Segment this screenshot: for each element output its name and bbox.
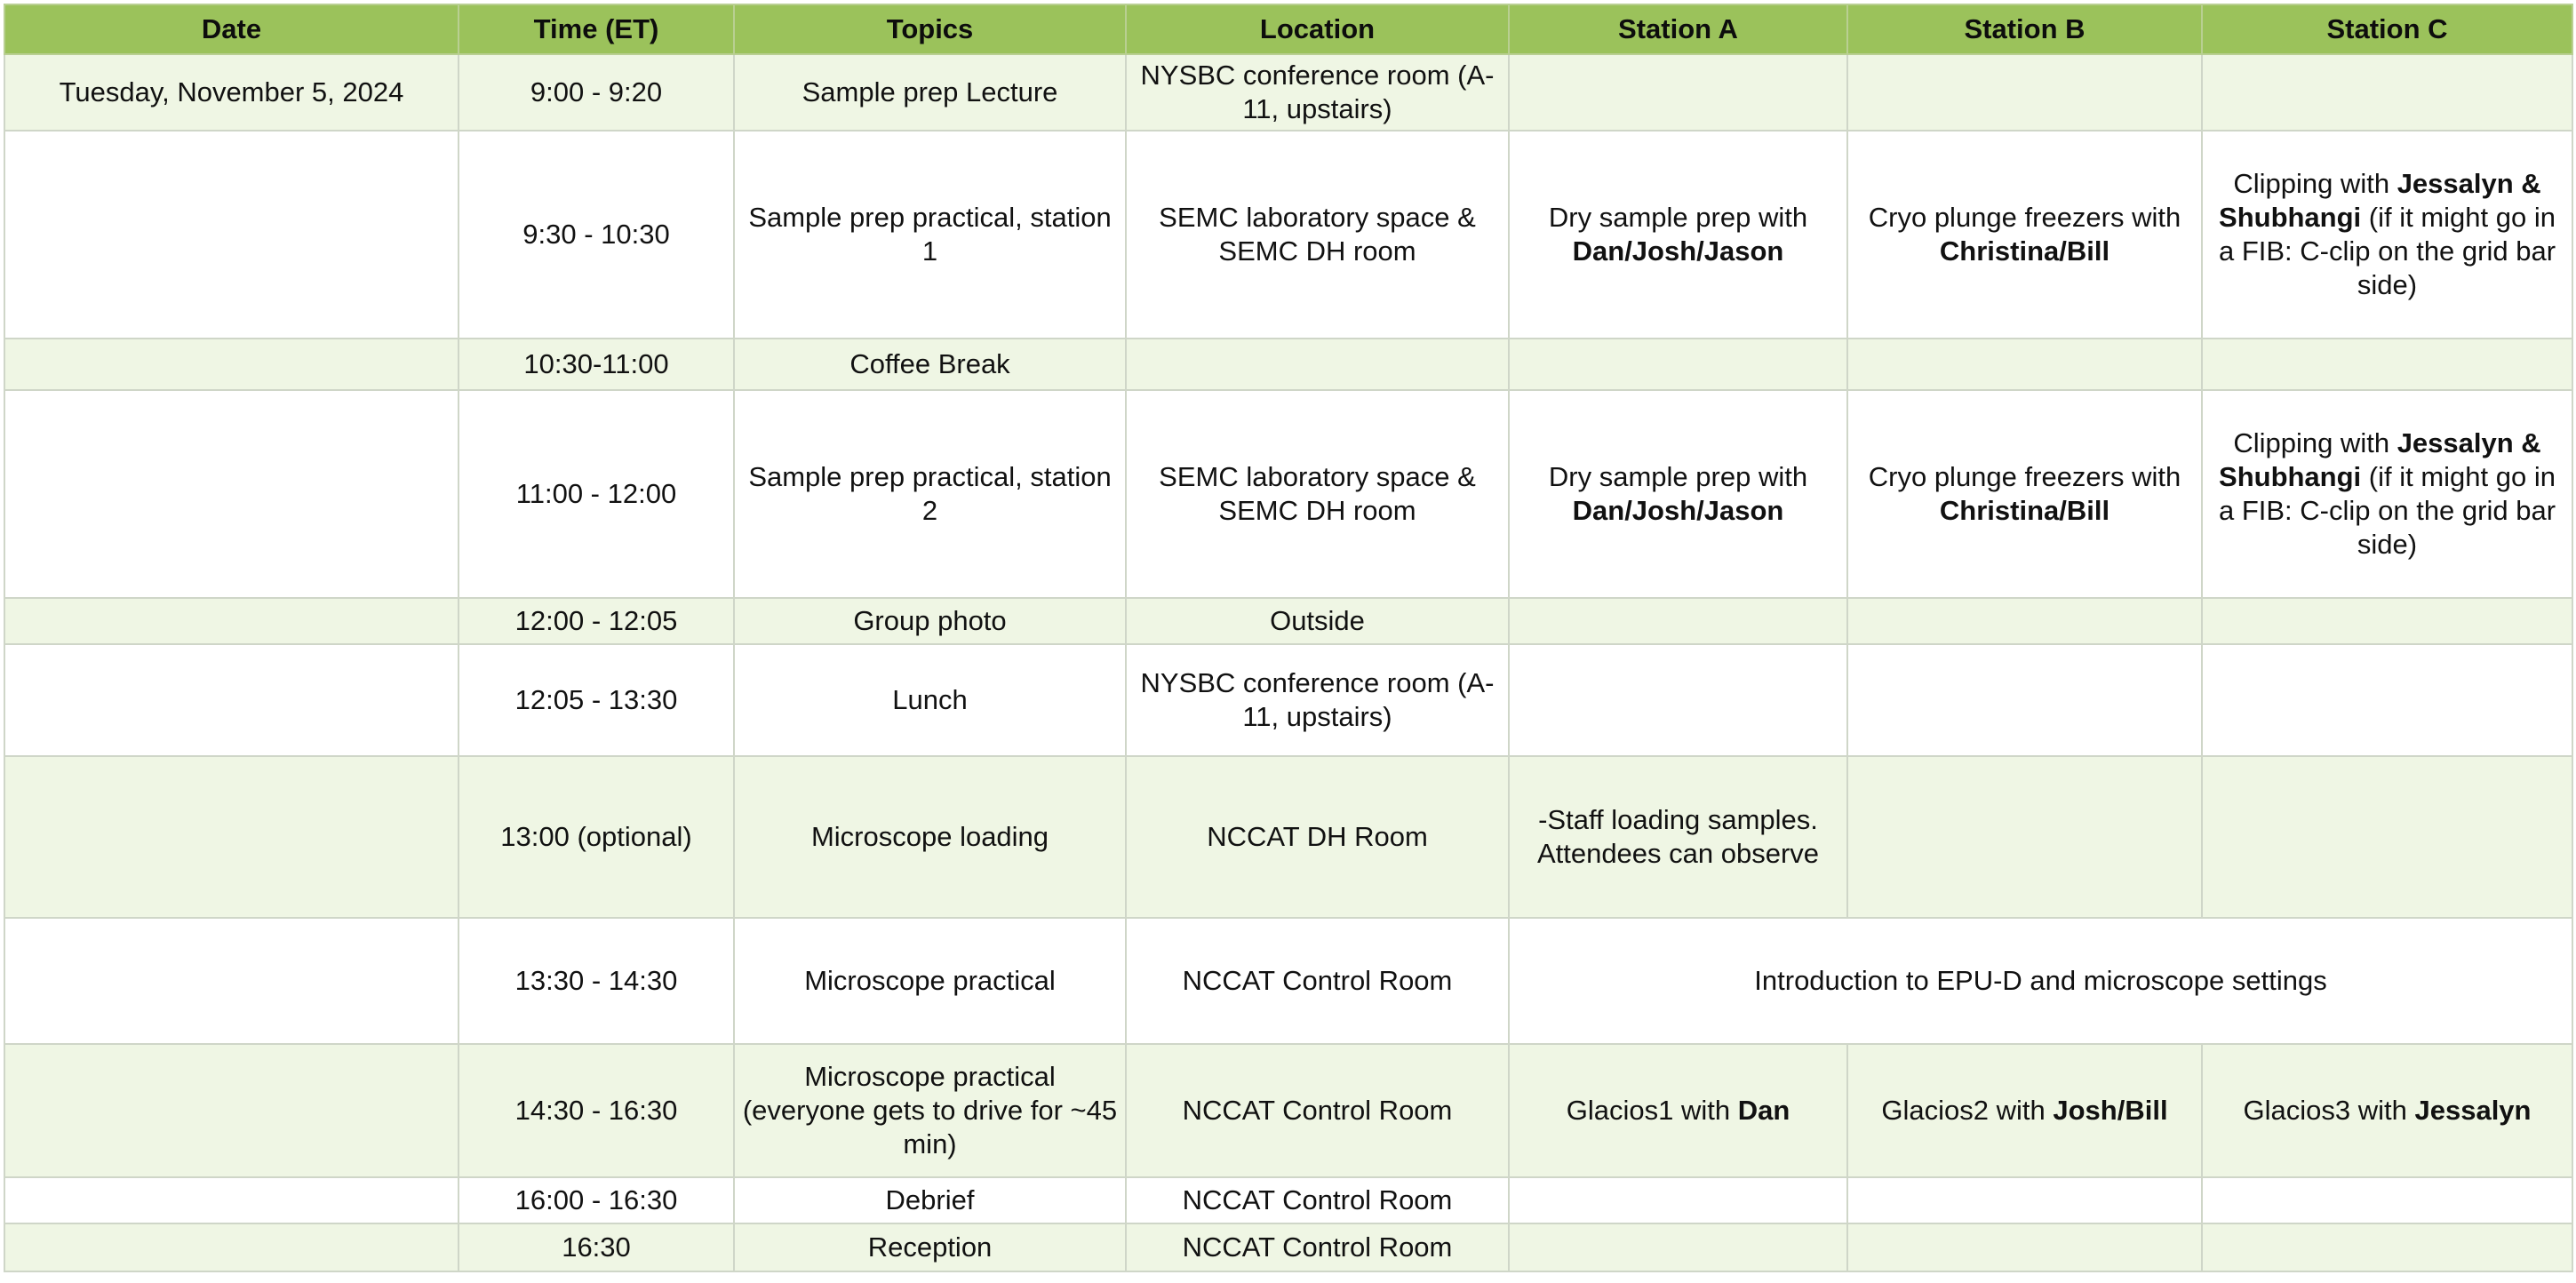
station-text: Dry sample prep with <box>1548 202 1808 233</box>
location-cell[interactable]: NCCAT Control Room <box>1126 1177 1509 1223</box>
station-c-cell[interactable] <box>2202 756 2572 918</box>
header-location[interactable]: Location <box>1126 4 1509 54</box>
header-date[interactable]: Date <box>4 4 459 54</box>
schedule-sheet <box>4 4 2573 1272</box>
station-a-cell[interactable] <box>1509 1177 1847 1223</box>
station-b-cell[interactable] <box>1847 54 2202 131</box>
station-note: (if it might go in a FIB: C-clip on the grid bar side) <box>2218 461 2556 560</box>
station-a-cell[interactable] <box>1509 131 1847 339</box>
location-cell[interactable]: NCCAT Control Room <box>1126 918 1509 1044</box>
location-cell[interactable]: NCCAT Control Room <box>1126 1223 1509 1271</box>
table-row <box>4 756 2572 918</box>
station-c-cell[interactable] <box>2202 390 2572 598</box>
time-cell[interactable]: 14:30 - 16:30 <box>459 1044 734 1177</box>
location-cell[interactable] <box>1126 339 1509 390</box>
station-text: Glacios2 with <box>1881 1095 2054 1126</box>
date-cell[interactable] <box>4 598 459 644</box>
table-row <box>4 1223 2572 1271</box>
table-row <box>4 339 2572 390</box>
merged-stations-cell[interactable]: Introduction to EPU-D and microscope settings <box>1509 918 2572 1044</box>
station-text: Dry sample prep with <box>1548 461 1808 492</box>
station-a-cell[interactable]: -Staff loading samples. Attendees can observe <box>1509 756 1847 918</box>
table-row <box>4 598 2572 644</box>
time-cell[interactable]: 9:30 - 10:30 <box>459 131 734 339</box>
time-cell[interactable]: 12:00 - 12:05 <box>459 598 734 644</box>
station-b-cell[interactable] <box>1847 756 2202 918</box>
date-cell[interactable] <box>4 756 459 918</box>
topic-cell[interactable]: Reception <box>734 1223 1126 1271</box>
station-c-cell[interactable] <box>2202 598 2572 644</box>
station-a-cell[interactable] <box>1509 1044 1847 1177</box>
header-station-c[interactable]: Station C <box>2202 4 2572 54</box>
date-cell[interactable] <box>4 339 459 390</box>
station-b-cell[interactable] <box>1847 644 2202 756</box>
topic-cell[interactable]: Sample prep practical, station 1 <box>734 131 1126 339</box>
location-cell[interactable]: NCCAT Control Room <box>1126 1044 1509 1177</box>
station-staff: Jessalyn & Shubhangi <box>2219 427 2541 492</box>
location-cell[interactable]: Outside <box>1126 598 1509 644</box>
header-station-a[interactable]: Station A <box>1509 4 1847 54</box>
station-staff: Josh/Bill <box>2053 1095 2168 1126</box>
table-row <box>4 131 2572 339</box>
time-cell[interactable]: 13:00 (optional) <box>459 756 734 918</box>
location-cell[interactable]: NYSBC conference room (A-11, upstairs) <box>1126 54 1509 131</box>
station-text: Clipping with <box>2233 427 2397 458</box>
date-cell[interactable] <box>4 918 459 1044</box>
station-text: Glacios1 with <box>1566 1095 1738 1126</box>
station-note: (if it might go in a FIB: C-clip on the grid bar side) <box>2218 202 2556 300</box>
station-c-cell[interactable] <box>2202 339 2572 390</box>
station-a-cell[interactable] <box>1509 54 1847 131</box>
time-cell[interactable]: 13:30 - 14:30 <box>459 918 734 1044</box>
station-c-cell[interactable] <box>2202 131 2572 339</box>
time-cell[interactable]: 16:30 <box>459 1223 734 1271</box>
topic-cell[interactable]: Microscope practical (everyone gets to drive for ~45 min) <box>734 1044 1126 1177</box>
location-cell[interactable]: SEMC laboratory space & SEMC DH room <box>1126 390 1509 598</box>
topic-cell[interactable]: Microscope practical <box>734 918 1126 1044</box>
date-cell[interactable] <box>4 390 459 598</box>
date-cell[interactable] <box>4 131 459 339</box>
header-time[interactable]: Time (ET) <box>459 4 734 54</box>
station-c-cell[interactable] <box>2202 1177 2572 1223</box>
station-b-cell[interactable] <box>1847 1177 2202 1223</box>
station-staff: Jessalyn <box>2414 1095 2532 1126</box>
topic-cell[interactable]: Group photo <box>734 598 1126 644</box>
topic-cell[interactable]: Lunch <box>734 644 1126 756</box>
topic-cell[interactable]: Microscope loading <box>734 756 1126 918</box>
station-c-cell[interactable] <box>2202 54 2572 131</box>
station-b-cell[interactable] <box>1847 1223 2202 1271</box>
station-text: Cryo plunge freezers with <box>1868 202 2181 233</box>
date-cell[interactable]: Tuesday, November 5, 2024 <box>4 54 459 131</box>
table-row <box>4 390 2572 598</box>
station-staff: Dan <box>1737 1095 1790 1126</box>
table-row <box>4 1177 2572 1223</box>
station-b-cell[interactable] <box>1847 598 2202 644</box>
header-row <box>4 4 2572 54</box>
topic-cell[interactable]: Sample prep Lecture <box>734 54 1126 131</box>
topic-cell[interactable]: Sample prep practical, station 2 <box>734 390 1126 598</box>
time-cell[interactable]: 9:00 - 9:20 <box>459 54 734 131</box>
date-cell[interactable] <box>4 1223 459 1271</box>
station-text: Cryo plunge freezers with <box>1868 461 2181 492</box>
location-cell[interactable]: NCCAT DH Room <box>1126 756 1509 918</box>
topic-cell[interactable]: Debrief <box>734 1177 1126 1223</box>
location-cell[interactable]: NYSBC conference room (A-11, upstairs) <box>1126 644 1509 756</box>
station-staff: Dan/Josh/Jason <box>1572 495 1784 526</box>
station-a-cell[interactable] <box>1509 598 1847 644</box>
schedule-table <box>4 4 2573 1272</box>
table-row <box>4 54 2572 131</box>
station-a-cell[interactable] <box>1509 339 1847 390</box>
date-cell[interactable] <box>4 1044 459 1177</box>
station-a-cell[interactable] <box>1509 644 1847 756</box>
station-c-cell[interactable] <box>2202 644 2572 756</box>
station-staff: Christina/Bill <box>1939 235 2110 267</box>
station-text: Glacios3 with <box>2243 1095 2415 1126</box>
time-cell[interactable]: 11:00 - 12:00 <box>459 390 734 598</box>
station-staff: Dan/Josh/Jason <box>1572 235 1784 267</box>
date-cell[interactable] <box>4 1177 459 1223</box>
time-cell[interactable]: 16:00 - 16:30 <box>459 1177 734 1223</box>
time-cell[interactable]: 10:30-11:00 <box>459 339 734 390</box>
location-cell[interactable]: SEMC laboratory space & SEMC DH room <box>1126 131 1509 339</box>
station-staff: Jessalyn & Shubhangi <box>2219 168 2541 233</box>
date-cell[interactable] <box>4 644 459 756</box>
station-c-cell[interactable] <box>2202 1044 2572 1177</box>
station-b-cell[interactable] <box>1847 390 2202 598</box>
topic-cell[interactable]: Coffee Break <box>734 339 1126 390</box>
station-c-cell[interactable] <box>2202 1223 2572 1271</box>
table-row <box>4 644 2572 756</box>
header-topics[interactable]: Topics <box>734 4 1126 54</box>
station-b-cell[interactable] <box>1847 339 2202 390</box>
station-b-cell[interactable] <box>1847 131 2202 339</box>
station-text: Clipping with <box>2233 168 2397 199</box>
station-a-cell[interactable] <box>1509 1223 1847 1271</box>
time-cell[interactable]: 12:05 - 13:30 <box>459 644 734 756</box>
station-a-cell[interactable] <box>1509 390 1847 598</box>
station-staff: Christina/Bill <box>1939 495 2110 526</box>
table-row <box>4 918 2572 1044</box>
station-b-cell[interactable] <box>1847 1044 2202 1177</box>
header-station-b[interactable]: Station B <box>1847 4 2202 54</box>
table-row <box>4 1044 2572 1177</box>
